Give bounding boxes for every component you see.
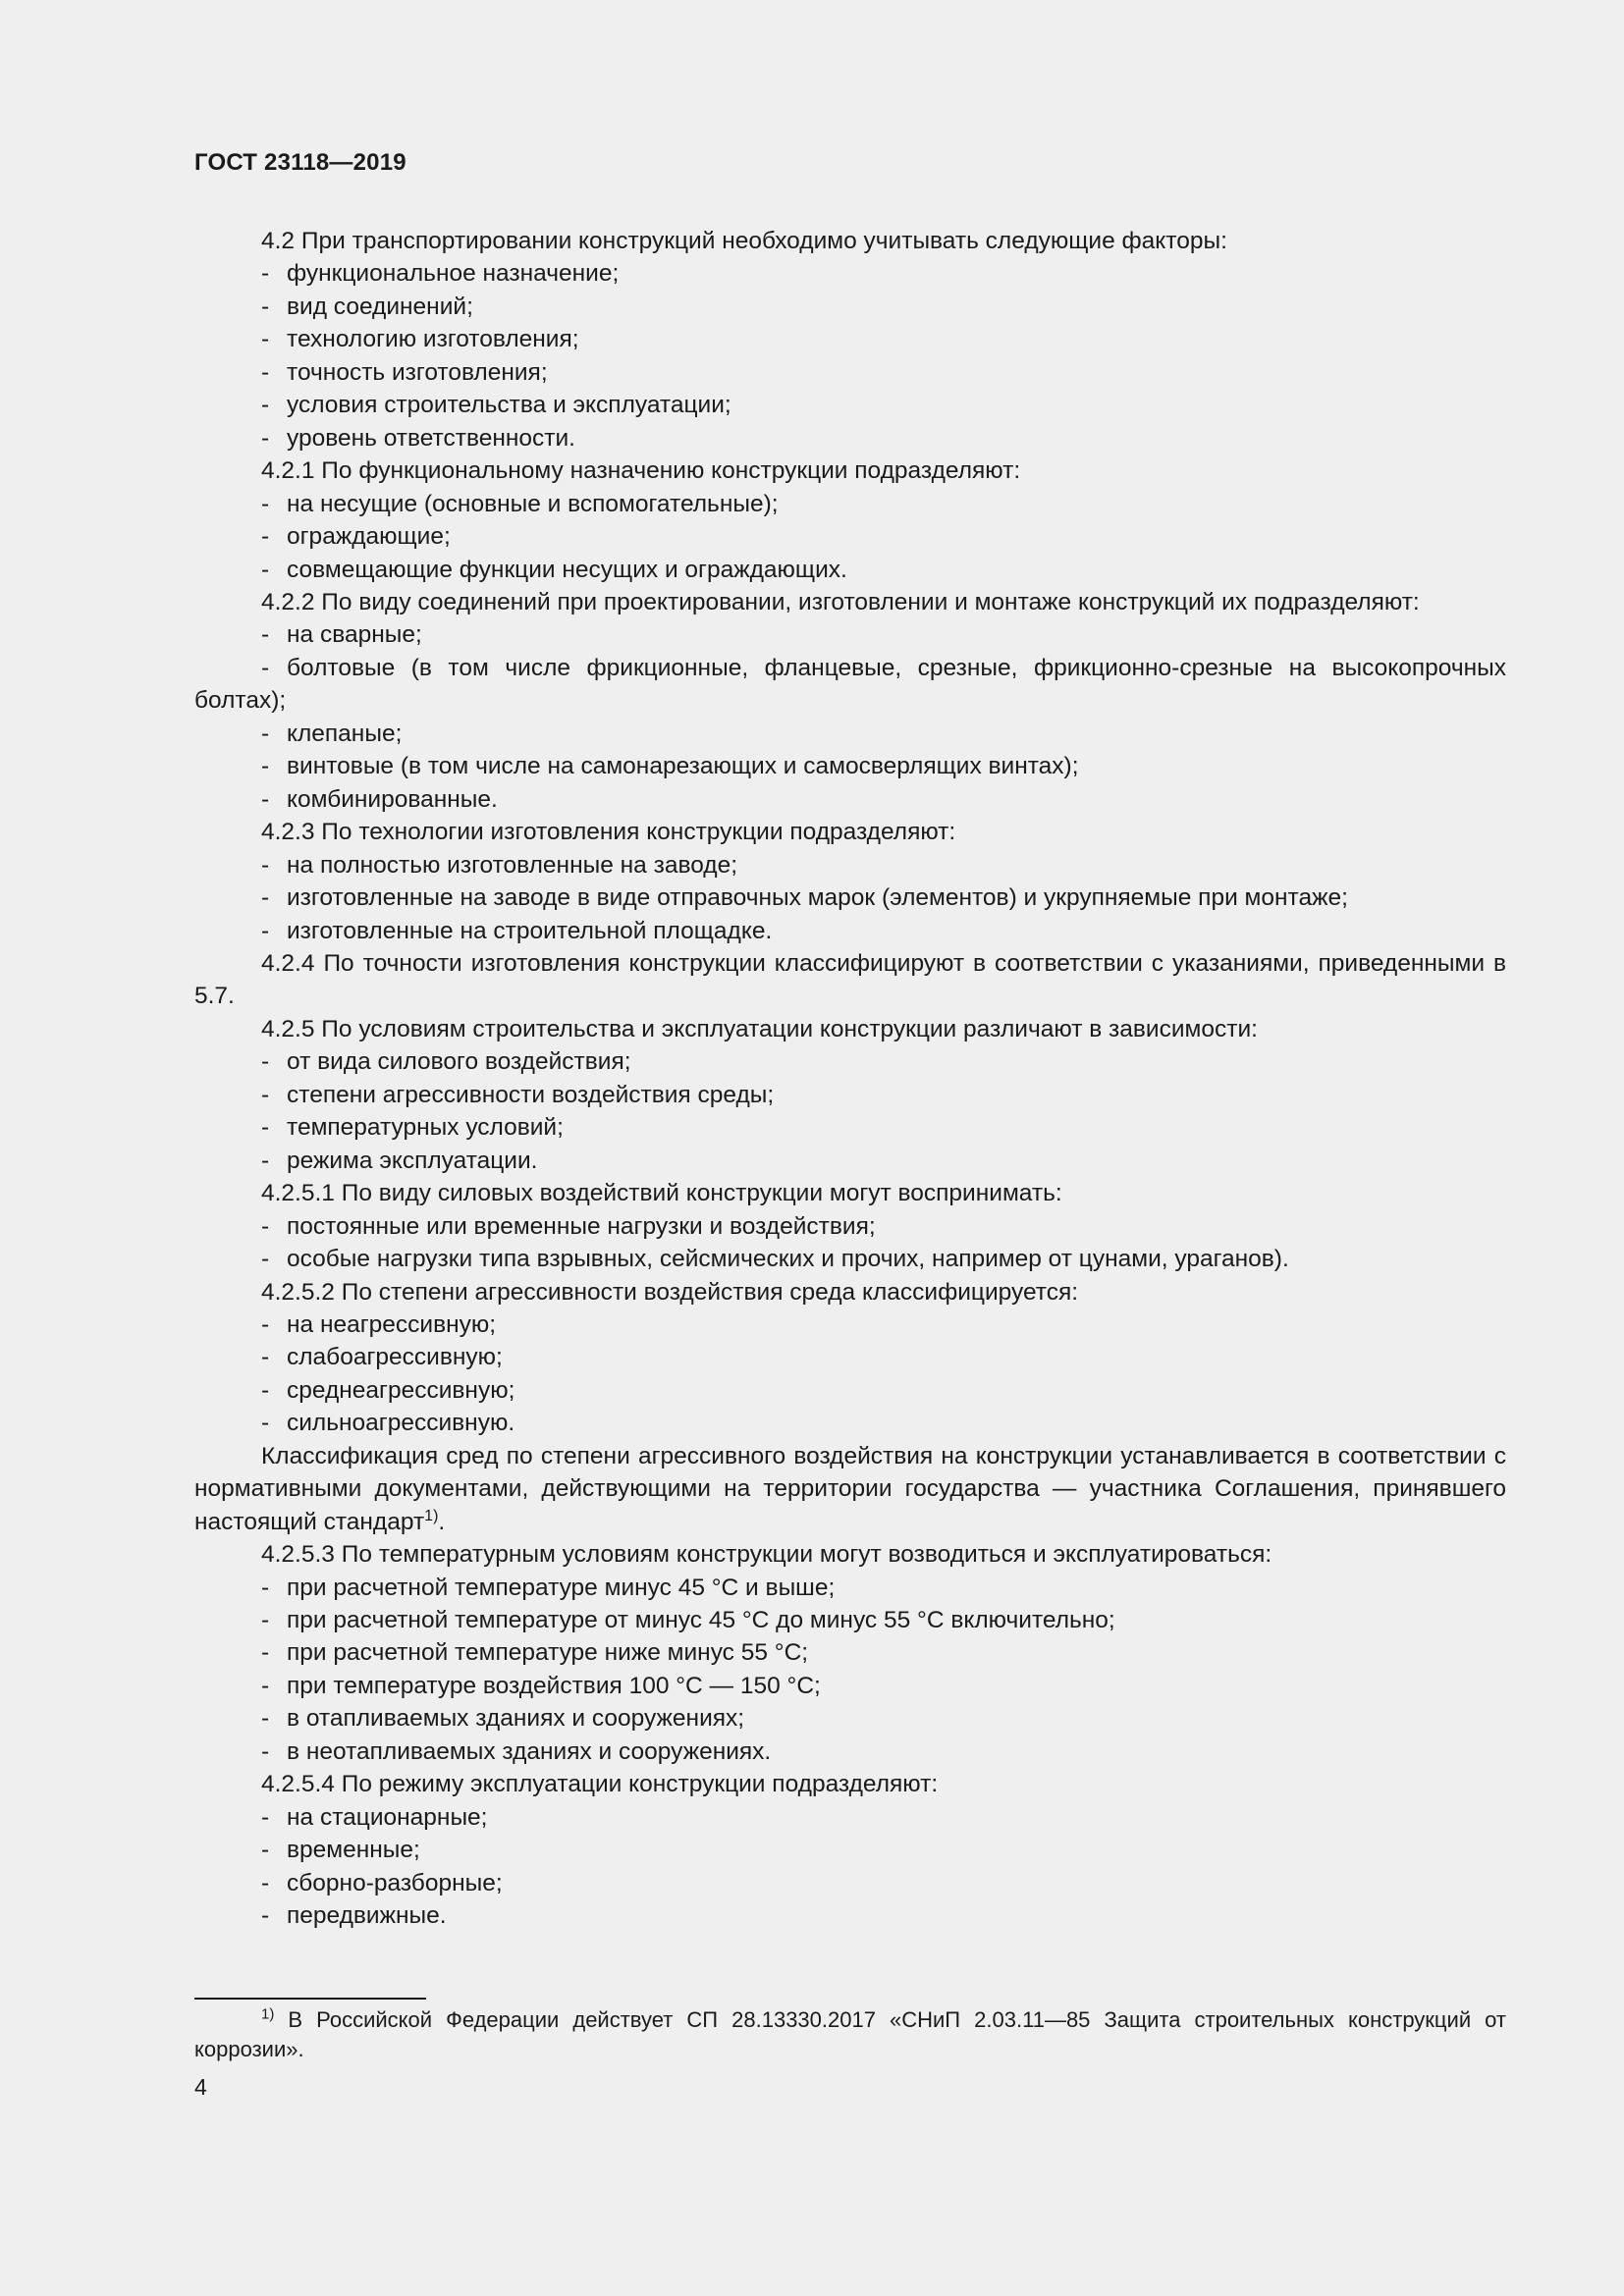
- list-item-text: сборно-разборные;: [287, 1869, 503, 1896]
- list-item-text: в отапливаемых зданиях и сооружениях;: [287, 1705, 745, 1733]
- dash-bullet: -: [261, 1607, 270, 1634]
- footnote-body: В Российской Федерации действует СП 28.13330.2017 «СНиП 2.03.11—85 Защита строительных конструкций от коррозии».: [194, 2007, 1506, 2061]
- dash-bullet: -: [261, 654, 270, 681]
- list-item: [194, 881, 1506, 914]
- list-item: [194, 1243, 1506, 1275]
- list-item: [194, 1670, 1506, 1702]
- list-item: [194, 1079, 1506, 1111]
- list-item-text: изготовленные на строительной площадке.: [287, 917, 773, 944]
- list-item: [194, 1702, 1506, 1735]
- list-item: [194, 257, 1506, 290]
- list-item: [194, 1735, 1506, 1768]
- dash-bullet: -: [261, 720, 270, 747]
- dash-bullet: -: [261, 884, 270, 912]
- list-item: [194, 1572, 1506, 1604]
- list-item-text: температурных условий;: [287, 1114, 564, 1142]
- dash-bullet: -: [261, 1902, 270, 1930]
- paragraph-text: 4.2.5.1 По виду силовых воздействий конструкции могут воспринимать:: [261, 1180, 1062, 1207]
- dash-bullet: -: [261, 753, 270, 780]
- list-item: [194, 652, 1506, 718]
- list-item: [194, 1867, 1506, 1899]
- list-item-text: передвижные.: [287, 1902, 447, 1930]
- list-item: [194, 1111, 1506, 1144]
- dash-bullet: -: [261, 1246, 270, 1273]
- dash-bullet: -: [261, 1837, 270, 1864]
- list-item-text: степени агрессивности воздействия среды;: [287, 1081, 775, 1108]
- dash-bullet: -: [261, 851, 270, 879]
- list-item-text: при расчетной температуре ниже минус 55 °С;: [287, 1639, 809, 1667]
- list-item: [194, 1374, 1506, 1407]
- paragraph: [194, 586, 1506, 618]
- footnote-text: [194, 2005, 1506, 2064]
- paragraph-text-tail: .: [438, 1508, 446, 1535]
- list-item-text: при расчетной температуре минус 45 °С и выше;: [287, 1574, 836, 1601]
- list-item-text: на полностью изготовленные на заводе;: [287, 851, 738, 879]
- dash-bullet: -: [261, 1410, 270, 1437]
- paragraph-text: 4.2.5 По условиям строительства и эксплуатации конструкции различают в зависимости:: [261, 1015, 1258, 1042]
- list-item-text: клепаные;: [287, 720, 403, 747]
- dash-bullet: -: [261, 392, 270, 419]
- paragraph: [194, 1538, 1506, 1571]
- list-item: [194, 356, 1506, 389]
- list-item: [194, 915, 1506, 947]
- dash-bullet: -: [261, 1310, 270, 1338]
- page-number: 4: [194, 2074, 207, 2100]
- list-item: [194, 323, 1506, 355]
- paragraph-text: 4.2 При транспортировании конструкций необходимо учитывать следующие факторы:: [261, 228, 1227, 254]
- paragraph-text: 4.2.1 По функциональному назначению конструкции подразделяют:: [261, 457, 1021, 485]
- dash-bullet: -: [261, 1376, 270, 1404]
- list-item: [194, 1308, 1506, 1341]
- list-item-text: особые нагрузки типа взрывных, сейсмических и прочих, например от цунами, ураганов).: [287, 1246, 1289, 1273]
- dash-bullet: -: [261, 621, 270, 649]
- list-item: [194, 1636, 1506, 1669]
- paragraph-text: 4.2.5.4 По режиму эксплуатации конструкции подразделяют:: [261, 1771, 939, 1798]
- document-header: ГОСТ 23118—2019: [194, 149, 406, 176]
- paragraph: [194, 225, 1506, 257]
- list-item: [194, 1407, 1506, 1439]
- dash-bullet: -: [261, 1803, 270, 1831]
- dash-bullet: -: [261, 1869, 270, 1896]
- list-item: [194, 1604, 1506, 1636]
- dash-bullet: -: [261, 523, 270, 551]
- footnote-ref: 1): [424, 1507, 439, 1524]
- paragraph-text: Классификация сред по степени агрессивного воздействия на конструкции устанавливается в соответствии с нормативными документами, действующими на территории государства — участника Соглашения, принявшего настоящий стандарт: [194, 1442, 1506, 1535]
- dash-bullet: -: [261, 1705, 270, 1733]
- footnote: [194, 2005, 1506, 2064]
- list-item: [194, 1899, 1506, 1932]
- list-item: [194, 1145, 1506, 1177]
- list-item: [194, 1801, 1506, 1834]
- list-item-text: точность изготовления;: [287, 358, 548, 386]
- list-item: [194, 783, 1506, 816]
- list-item-text: винтовые (в том числе на самонарезающих и самосверлящих винтах);: [287, 753, 1079, 780]
- list-item-text: на сварные;: [287, 621, 422, 649]
- list-item-text: в неотапливаемых зданиях и сооружениях.: [287, 1737, 772, 1765]
- list-item: [194, 422, 1506, 454]
- dash-bullet: -: [261, 1672, 270, 1699]
- list-item-text: сильноагрессивную.: [287, 1410, 515, 1437]
- list-item-text: временные;: [287, 1837, 420, 1864]
- list-item: [194, 389, 1506, 421]
- paragraph: [194, 454, 1506, 487]
- list-item: [194, 718, 1506, 750]
- list-item-text: среднеагрессивную;: [287, 1376, 515, 1404]
- dash-bullet: -: [261, 1048, 270, 1076]
- footnote-separator: [194, 1998, 426, 2000]
- list-item: [194, 750, 1506, 782]
- paragraph: [194, 1440, 1506, 1538]
- paragraph: [194, 947, 1506, 1013]
- list-item-text: ограждающие;: [287, 523, 451, 551]
- paragraph-text: 4.2.4 По точности изготовления конструкции классифицируют в соответствии с указаниями, приведенными в 5.7.: [194, 949, 1506, 1010]
- dash-bullet: -: [261, 785, 270, 813]
- list-item: [194, 1834, 1506, 1866]
- dash-bullet: -: [261, 556, 270, 583]
- list-item-text: режима эксплуатации.: [287, 1147, 538, 1174]
- list-item: [194, 1210, 1506, 1243]
- dash-bullet: -: [261, 326, 270, 353]
- list-item-text: изготовленные на заводе в виде отправочных марок (элементов) и укрупняемые при монтаже;: [287, 884, 1348, 912]
- list-item-text: совмещающие функции несущих и ограждающих.: [287, 556, 847, 583]
- list-item-text: на несущие (основные и вспомогательные);: [287, 490, 779, 517]
- list-item: [194, 618, 1506, 651]
- list-item: [194, 291, 1506, 323]
- dash-bullet: -: [261, 1574, 270, 1601]
- list-item-text: при расчетной температуре от минус 45 °С до минус 55 °С включительно;: [287, 1607, 1115, 1634]
- dash-bullet: -: [261, 1737, 270, 1765]
- footnote-marker: 1): [261, 2005, 275, 2023]
- list-item-text: технологию изготовления;: [287, 326, 579, 353]
- dash-bullet: -: [261, 490, 270, 517]
- list-item-text: комбинированные.: [287, 785, 498, 813]
- list-item-text: вид соединений;: [287, 293, 473, 320]
- list-item: [194, 554, 1506, 586]
- paragraph: [194, 1276, 1506, 1308]
- dash-bullet: -: [261, 260, 270, 288]
- paragraph-text: 4.2.5.2 По степени агрессивности воздействия среда классифицируется:: [261, 1278, 1079, 1306]
- dash-bullet: -: [261, 917, 270, 944]
- dash-bullet: -: [261, 1081, 270, 1108]
- paragraph: [194, 1177, 1506, 1209]
- paragraph-text: 4.2.2 По виду соединений при проектировании, изготовлении и монтаже конструкций их подразделяют:: [261, 588, 1420, 615]
- list-item: [194, 849, 1506, 881]
- list-item: [194, 488, 1506, 520]
- paragraph: [194, 816, 1506, 848]
- document-body: [194, 225, 1506, 1933]
- paragraph: [194, 1013, 1506, 1045]
- list-item-text: функциональное назначение;: [287, 260, 620, 288]
- list-item: [194, 1045, 1506, 1078]
- list-item-text: слабоагрессивную;: [287, 1344, 503, 1371]
- dash-bullet: -: [261, 1639, 270, 1667]
- list-item-text: при температуре воздействия 100 °С — 150 °С;: [287, 1672, 821, 1699]
- dash-bullet: -: [261, 293, 270, 320]
- list-item-text: на стационарные;: [287, 1803, 488, 1831]
- paragraph-text: 4.2.3 По технологии изготовления конструкции подразделяют:: [261, 819, 956, 846]
- list-item-text: постоянные или временные нагрузки и воздействия;: [287, 1212, 876, 1240]
- dash-bullet: -: [261, 1344, 270, 1371]
- list-item-text: болтовые (в том числе фрикционные, фланцевые, срезные, фрикционно-срезные на высокопрочных болтах);: [194, 654, 1506, 715]
- paragraph-text: 4.2.5.3 По температурным условиям конструкции могут возводиться и эксплуатироваться:: [261, 1541, 1272, 1569]
- dash-bullet: -: [261, 1114, 270, 1142]
- dash-bullet: -: [261, 358, 270, 386]
- dash-bullet: -: [261, 1212, 270, 1240]
- dash-bullet: -: [261, 424, 270, 452]
- dash-bullet: -: [261, 1147, 270, 1174]
- list-item: [194, 1341, 1506, 1373]
- list-item: [194, 520, 1506, 553]
- list-item-text: на неагрессивную;: [287, 1310, 497, 1338]
- list-item-text: условия строительства и эксплуатации;: [287, 392, 731, 419]
- list-item-text: уровень ответственности.: [287, 424, 575, 452]
- list-item-text: от вида силового воздействия;: [287, 1048, 631, 1076]
- paragraph: [194, 1768, 1506, 1800]
